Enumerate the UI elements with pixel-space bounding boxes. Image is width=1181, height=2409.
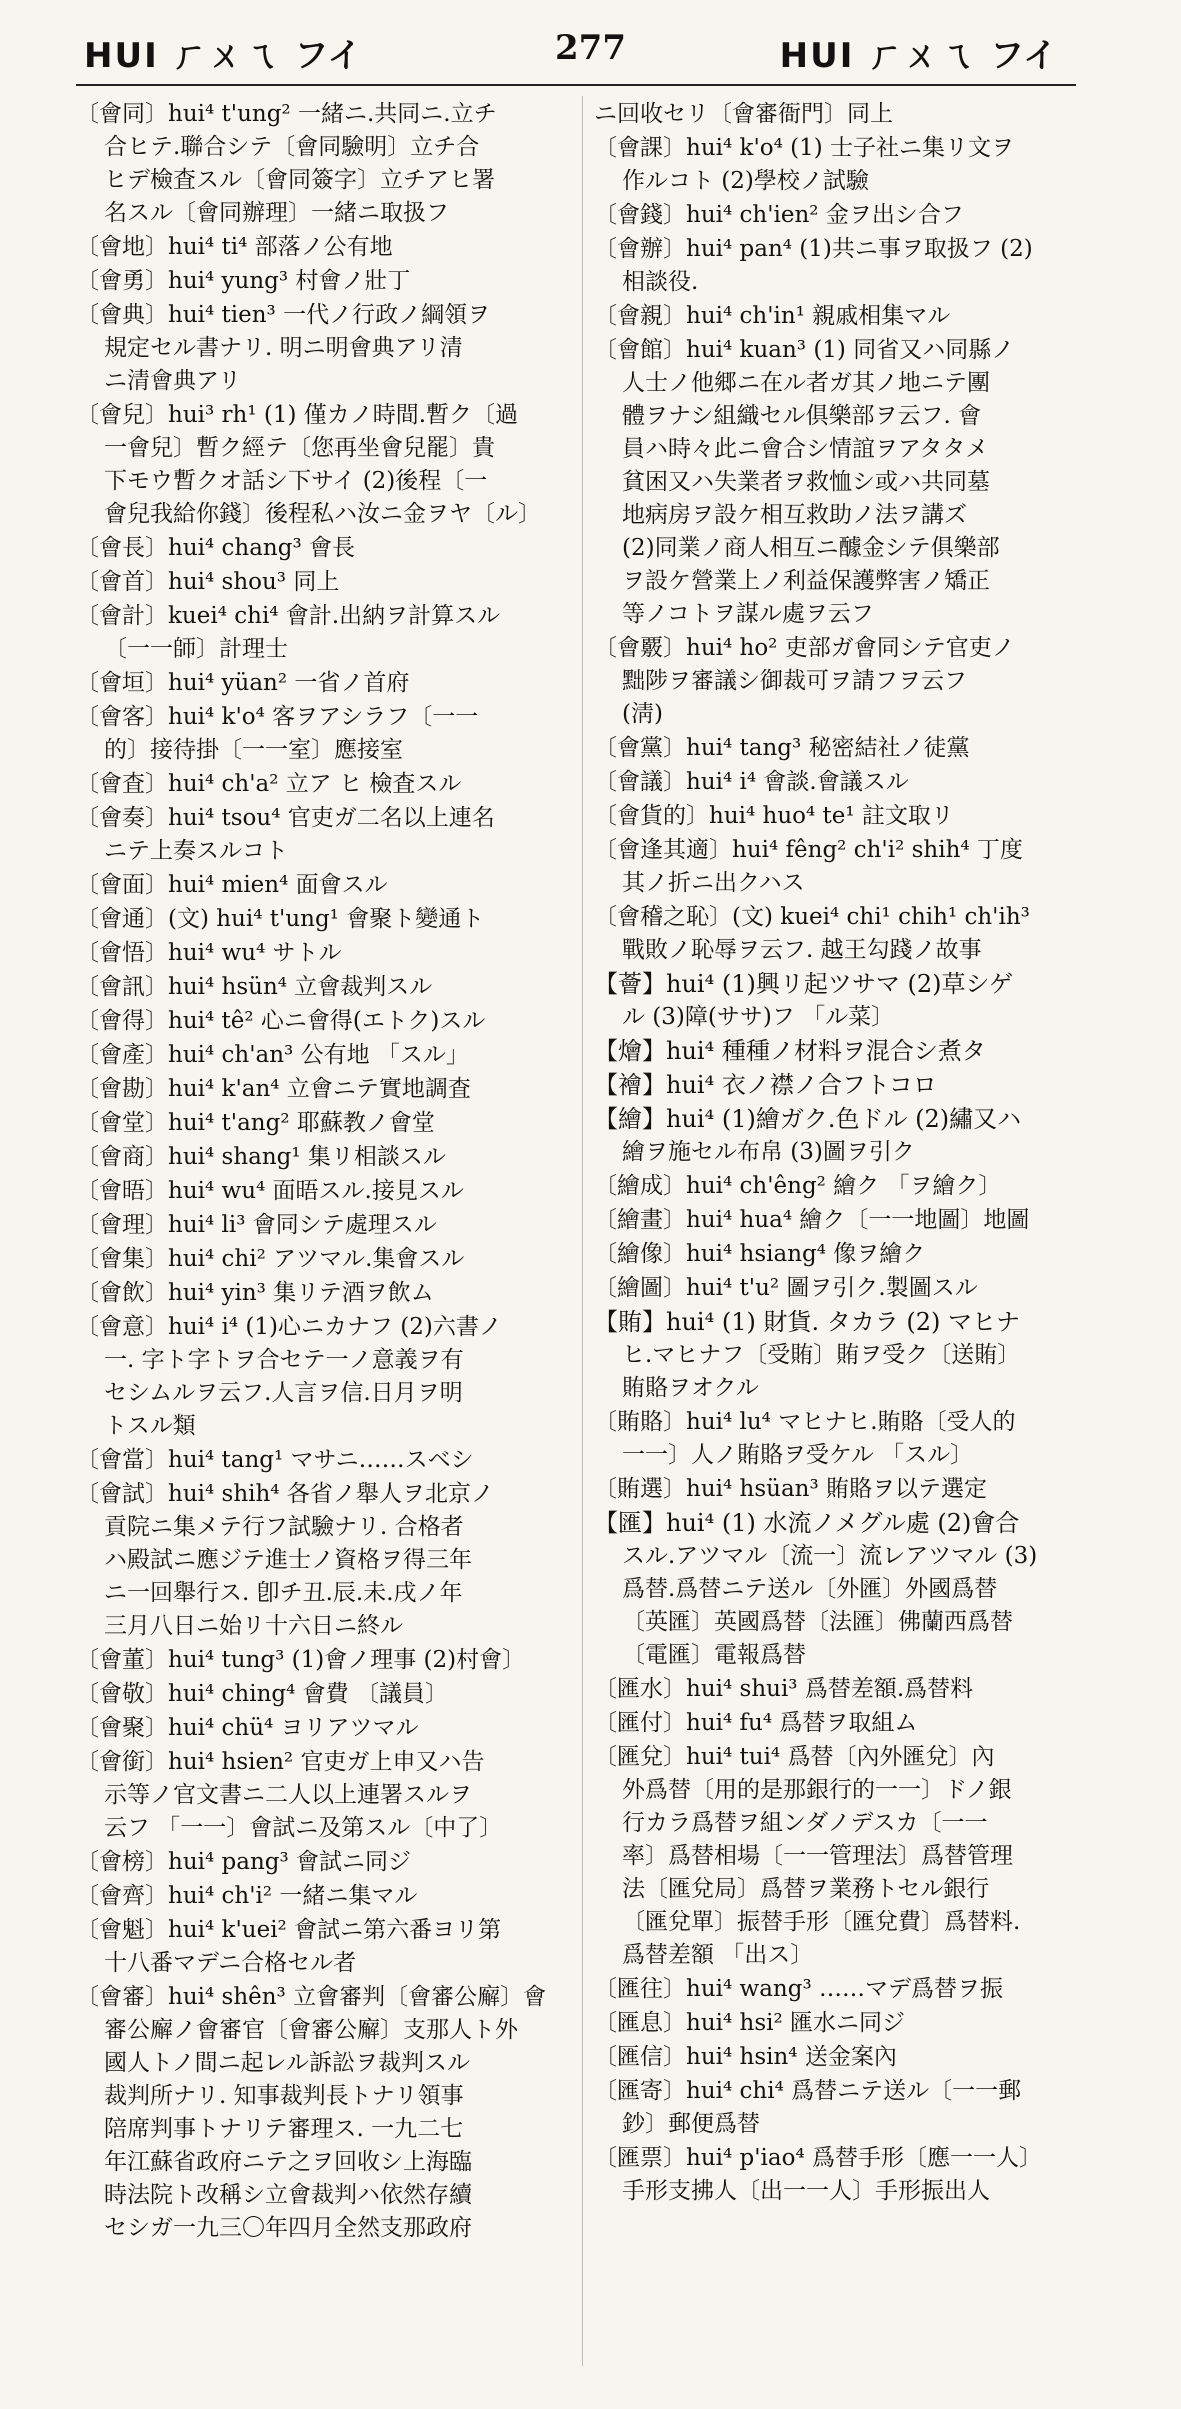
entry-headword-line: 〔會勘〕hui⁴ k'an⁴ 立會ニテ實地調査 xyxy=(76,1076,471,1102)
entry-continuation-line: 繪ヲ施セル布帛 (3)圖ヲ引ク xyxy=(622,1139,915,1165)
dictionary-entry xyxy=(594,632,1094,731)
entry-continuation-line: ニ清會典アリ xyxy=(104,368,242,394)
dictionary-entry xyxy=(76,667,576,700)
entry-continuation-line: ヒデ檢査スル〔會同簽字〕立チアヒ署 xyxy=(104,167,495,193)
entry-continuation-line: 合ヒテ.聯合シテ〔會同驗明〕立チ合 xyxy=(104,134,480,160)
dictionary-entry xyxy=(594,834,1094,900)
dictionary-entry xyxy=(76,1678,576,1711)
entry-headword-line: 〔會理〕hui⁴ li³ 會同シテ處理スル xyxy=(76,1212,437,1238)
dictionary-entry xyxy=(76,1243,576,1276)
dictionary-entry xyxy=(594,1103,1094,1169)
entry-headword-line: 〔繪圖〕hui⁴ t'u² 圖ヲ引ク.製圖スル xyxy=(594,1275,978,1301)
entry-continuation-line: 裁判所ナリ. 知事裁判長トナリ領事 xyxy=(104,2083,464,2109)
entry-headword-line: 〔會敬〕hui⁴ ching⁴ 會費 〔議員〕 xyxy=(76,1681,448,1707)
entry-headword-line: 〔會貨的〕hui⁴ huo⁴ te¹ 註文取リ xyxy=(594,803,954,829)
dictionary-entry xyxy=(594,1204,1094,1237)
entry-headword-line: 〔會意〕hui⁴ i⁴ (1)心ニカナフ (2)六書ノ xyxy=(76,1314,502,1340)
entry-continuation-line: 〔一一師〕計理士 xyxy=(104,636,288,662)
dictionary-entry xyxy=(76,802,576,868)
dictionary-entry xyxy=(594,1673,1094,1706)
entry-continuation-line: 爲替.爲替ニテ送ル〔外匯〕外國爲替 xyxy=(622,1576,998,1602)
dictionary-entry xyxy=(76,937,576,970)
dictionary-entry xyxy=(594,766,1094,799)
entry-continuation-line: 三月八日ニ始リ十六日ニ終ル xyxy=(104,1613,403,1639)
dictionary-entry xyxy=(594,968,1094,1034)
dictionary-entry xyxy=(594,1272,1094,1305)
entry-continuation-line: 一一〕人ノ賄賂ヲ受ケル 「スル〕 xyxy=(622,1442,974,1468)
dictionary-entry xyxy=(76,1981,576,2245)
entry-continuation-line: 審公廨ノ會審官〔會審公廨〕支那人ト外 xyxy=(104,2017,518,2043)
entry-continuation-line: 名スル〔會同辦理〕一緒ニ取扱フ xyxy=(104,200,449,226)
entry-headword-line: 〔會議〕hui⁴ i⁴ 會談.會議スル xyxy=(594,769,909,795)
entry-headword-line: 〔會長〕hui⁴ chang³ 會長 xyxy=(76,535,355,561)
entry-headword-line: 〔會銜〕hui⁴ hsien² 官吏ガ上申又ハ告 xyxy=(76,1749,485,1775)
dictionary-entry xyxy=(76,1175,576,1208)
entry-headword-line: 〔匯水〕hui⁴ shui³ 爲替差額.爲替料 xyxy=(594,1676,974,1702)
entry-continuation-line: 手形支拂人〔出一一人〕手形振出人 xyxy=(622,2178,990,2204)
entry-headword-line: 〔會首〕hui⁴ shou³ 同上 xyxy=(76,569,340,595)
entry-headword-line: 〔賄賂〕hui⁴ lu⁴ マヒナヒ.賄賂〔受人的 xyxy=(594,1409,1016,1435)
entry-headword-line: 〔會客〕hui⁴ k'o⁴ 客ヲアシラフ〔一一 xyxy=(76,704,479,730)
entry-headword-line: 〔會錢〕hui⁴ ch'ien² 金ヲ出シ合フ xyxy=(594,202,964,228)
dictionary-entry xyxy=(594,1170,1094,1203)
dictionary-entry xyxy=(76,231,576,264)
dictionary-entry xyxy=(76,768,576,801)
dictionary-entry xyxy=(76,1712,576,1745)
entry-headword-line: 〔匯付〕hui⁴ fu⁴ 爲替ヲ取組ム xyxy=(594,1710,918,1736)
entry-continuation-line: 賄賂ヲオクル xyxy=(622,1375,759,1401)
entry-headword-line: 〔會計〕kuei⁴ chi⁴ 會計.出納ヲ計算スル xyxy=(76,603,501,629)
dictionary-entry xyxy=(594,1707,1094,1740)
dictionary-entry xyxy=(76,399,576,531)
dictionary-entry xyxy=(594,199,1094,232)
entry-headword-line: 【賄】hui⁴ (1) 財貨. タカラ (2) マヒナ xyxy=(594,1308,1020,1336)
entry-continuation-line: ヒ.マヒナフ〔受賄〕賄ヲ受ク〔送賄〕 xyxy=(622,1342,1021,1368)
entry-headword-line: 【薈】hui⁴ (1)興リ起ツサマ (2)草シゲ xyxy=(594,970,1013,998)
entry-continuation-line: 率〕爲替相場〔一一管理法〕爲替管理 xyxy=(622,1843,1013,1869)
dictionary-entry xyxy=(76,1039,576,1072)
entry-headword-line: 〔匯兌〕hui⁴ tui⁴ 爲替〔內外匯兌〕內 xyxy=(594,1744,995,1770)
dictionary-entry xyxy=(594,2041,1094,2074)
entry-continuation-line: 人士ノ他郷ニ在ル者ガ其ノ地ニテ團 xyxy=(622,370,990,396)
entry-continuation-line: 外爲替〔用的是那銀行的一一〕ドノ銀 xyxy=(622,1777,1012,1803)
entry-headword-line: 〔匯信〕hui⁴ hsin⁴ 送金案內 xyxy=(594,2044,897,2070)
entry-headword-line: 〔會通〕(文) hui⁴ t'ung¹ 會聚ト變通ト xyxy=(76,906,485,932)
dictionary-entry xyxy=(594,2075,1094,2141)
entry-headword-line: 〔會勇〕hui⁴ yung³ 村會ノ壯丁 xyxy=(76,268,411,294)
entry-headword-line: 〔匯寄〕hui⁴ chi⁴ 爲替ニテ送ル〔一一郵 xyxy=(594,2078,1022,2104)
dictionary-entry xyxy=(594,1473,1094,1506)
entry-continuation-line: 國人トノ間ニ起レル訴訟ヲ裁判スル xyxy=(104,2050,471,2076)
entry-headword-line: 【匯】hui⁴ (1) 水流ノメグル處 (2)會合 xyxy=(594,1509,1020,1537)
dictionary-entry xyxy=(594,901,1094,967)
right-column xyxy=(594,98,1094,2209)
dictionary-entry xyxy=(594,1306,1094,1405)
entry-continuation-line: 下モウ暫クオ話シ下サイ (2)後程〔一 xyxy=(104,468,488,494)
entry-headword-line: 〔會典〕hui⁴ tien³ 一代ノ行政ノ綱領ヲ xyxy=(76,302,491,328)
entry-continuation-line: (2)同業ノ商人相互ニ醵金シテ俱樂部 xyxy=(622,535,1000,561)
dictionary-entry xyxy=(594,132,1094,198)
dictionary-entry xyxy=(594,98,1094,131)
dictionary-entry xyxy=(76,1444,576,1477)
entry-continuation-line: 黜陟ヲ審議シ御裁可ヲ請フヲ云フ xyxy=(622,668,967,694)
dictionary-entry xyxy=(76,98,576,230)
entry-headword-line: 【繪】hui⁴ (1)繪ガク.色ドル (2)繡又ハ xyxy=(594,1105,1022,1133)
dictionary-entry xyxy=(76,1141,576,1174)
entry-continuation-line: 爲替差額 「出ス〕 xyxy=(622,1942,814,1968)
dictionary-entry xyxy=(76,1311,576,1443)
dictionary-entry xyxy=(594,1238,1094,1271)
entry-headword-line: 〔會訊〕hui⁴ hsün⁴ 立會裁判スル xyxy=(76,974,433,1000)
entry-headword-line: 〔會聚〕hui⁴ chü⁴ ヨリアツマル xyxy=(76,1715,419,1741)
entry-continuation-line: 〔電匯〕電報爲替 xyxy=(622,1642,806,1668)
dictionary-entry xyxy=(594,334,1094,631)
entry-headword-line: 〔會面〕hui⁴ mien⁴ 面會スル xyxy=(76,872,388,898)
entry-continuation-line: 地病房ヲ設ケ相互救助ノ法ヲ講ズ xyxy=(622,502,967,528)
entry-headword-line: 〔會辦〕hui⁴ pan⁴ (1)共ニ事ヲ取扱フ (2) xyxy=(594,236,1033,262)
entry-headword-line: 〔會榜〕hui⁴ pang³ 會試ニ同ジ xyxy=(76,1849,412,1875)
entry-continuation-line: 法〔匯兌局〕爲替ヲ業務トセル銀行 xyxy=(622,1876,990,1902)
dictionary-entry xyxy=(594,300,1094,333)
dictionary-entry xyxy=(76,1846,576,1879)
entry-continuation-line: 會兒我給你錢〕後程私ハ汝ニ金ヲヤ〔ル〕 xyxy=(104,501,541,527)
entry-continuation-line: ニテ上奏スルコト xyxy=(104,838,288,864)
entry-headword-line: 【燴】hui⁴ 種種ノ材料ヲ混合シ煮タ xyxy=(594,1037,986,1065)
dictionary-entry xyxy=(76,701,576,767)
entry-continuation-line: 貢院ニ集メテ行フ試驗ナリ. 合格者 xyxy=(104,1514,464,1540)
entry-continuation-line: 戰敗ノ恥辱ヲ云フ. 越王勾踐ノ故事 xyxy=(622,937,982,963)
entry-continuation-line: ヲ設ケ營業上ノ利益保護弊害ノ矯正 xyxy=(622,568,990,594)
dictionary-entry xyxy=(594,233,1094,299)
dictionary-entry xyxy=(76,265,576,298)
dictionary-entry xyxy=(76,1005,576,1038)
left-column xyxy=(76,98,576,2246)
entry-continuation-line: 其ノ折ニ出クハス xyxy=(622,870,805,896)
dictionary-entry xyxy=(76,1073,576,1106)
dictionary-entry xyxy=(76,903,576,936)
entry-headword-line: 〔會課〕hui⁴ k'o⁴ (1) 士子社ニ集リ文ヲ xyxy=(594,135,1015,161)
entry-headword-line: 〔會館〕hui⁴ kuan³ (1) 同省又ハ同縣ノ xyxy=(594,337,1015,363)
entry-headword-line: 〔會審〕hui⁴ shên³ 立會審判〔會審公廨〕會 xyxy=(76,1984,547,2010)
entry-headword-line: 〔會飲〕hui⁴ yin³ 集リテ酒ヲ飲ム xyxy=(76,1280,434,1306)
entry-continuation-line: 的〕接待掛〔一一室〕應接室 xyxy=(104,737,403,763)
entry-continuation-line: 規定セル書ナリ. 明ニ明會典アリ清 xyxy=(104,335,463,361)
running-header-left: HUI ㄏㄨㄟ フイ xyxy=(84,36,364,76)
entry-headword-line: 〔匯票〕hui⁴ p'iao⁴ 爲替手形〔應一一人〕 xyxy=(594,2145,1043,2171)
entry-headword-line: 〔匯往〕hui⁴ wang³ ……マデ爲替ヲ振 xyxy=(594,1976,1003,2002)
entry-continuation-line: 十八番マデニ合格セル者 xyxy=(104,1950,357,1976)
entry-headword-line: 〔會同〕hui⁴ t'ung² 一緒ニ.共同ニ.立チ xyxy=(76,101,497,127)
entry-continuation-line: 行カラ爲替ヲ組ンダノデスカ〔一一 xyxy=(622,1810,988,1836)
entry-headword-line: 〔會齊〕hui⁴ ch'i² 一緒ニ集マル xyxy=(76,1883,418,1909)
entry-headword-line: 〔賄選〕hui⁴ hsüan³ 賄賂ヲ以テ選定 xyxy=(594,1476,987,1502)
entry-headword-line: 【襘】hui⁴ 衣ノ襟ノ合フトコロ xyxy=(594,1071,937,1099)
entry-headword-line: 〔會當〕hui⁴ tang¹ マサニ……スベシ xyxy=(76,1447,474,1473)
entry-continuation-line: スル.アツマル〔流一〕流レアツマル (3) xyxy=(622,1543,1038,1569)
dictionary-entry xyxy=(594,1406,1094,1472)
entry-headword-line: 〔會親〕hui⁴ ch'in¹ 親戚相集マル xyxy=(594,303,951,329)
dictionary-entry xyxy=(76,299,576,398)
entry-headword-line: 〔會垣〕hui⁴ yüan² 一省ノ首府 xyxy=(76,670,410,696)
running-header-right: HUI ㄏㄨㄟ フイ xyxy=(779,36,1059,76)
entry-continuation-line: 貧困又ハ失業者ヲ救恤シ或ハ共同墓 xyxy=(622,469,990,495)
entry-headword-line: 〔會堂〕hui⁴ t'ang² 耶蘇教ノ會堂 xyxy=(76,1110,435,1136)
dictionary-entry xyxy=(594,1035,1094,1068)
entry-headword-line: ニ回收セリ〔會審衙門〕同上 xyxy=(594,101,893,127)
entry-continuation-line: 等ノコトヲ謀ル處ヲ云フ xyxy=(622,601,874,627)
dictionary-entry xyxy=(76,1746,576,1845)
entry-headword-line: 〔會商〕hui⁴ shang¹ 集リ相談スル xyxy=(76,1144,446,1170)
entry-headword-line: 〔會覈〕hui⁴ ho² 吏部ガ會同シテ官吏ノ xyxy=(594,635,1015,661)
dictionary-entry xyxy=(76,1478,576,1643)
entry-headword-line: 〔會兒〕hui³ rh¹ (1) 僅カノ時間.暫ク〔過 xyxy=(76,402,519,428)
entry-continuation-line: 作ルコト (2)學校ノ試驗 xyxy=(622,168,869,194)
dictionary-entry xyxy=(76,566,576,599)
entry-continuation-line: 一會兒〕暫ク經テ〔您再坐會兒罷〕貴 xyxy=(104,435,495,461)
entry-continuation-line: セシガ一九三〇年四月全然支那政府 xyxy=(104,2215,472,2241)
dictionary-entry xyxy=(594,1973,1094,2006)
entry-headword-line: 〔繪畫〕hui⁴ hua⁴ 繪ク〔一一地圖〕地圖 xyxy=(594,1207,1030,1233)
entry-continuation-line: ハ殿試ニ應ジテ進士ノ資格ヲ得三年 xyxy=(104,1547,472,1573)
dictionary-entry xyxy=(594,1507,1094,1672)
entry-headword-line: 〔會査〕hui⁴ ch'a² 立ア ヒ 檢査スル xyxy=(76,771,462,797)
entry-continuation-line: 示等ノ官文書ニ二人以上連署スルヲ xyxy=(104,1782,472,1808)
dictionary-entry xyxy=(76,1880,576,1913)
entry-continuation-line: 體ヲナシ組織セル俱樂部ヲ云フ. 會 xyxy=(622,403,982,429)
entry-continuation-line: 一. 字ト字トヲ合セテ一ノ意義ヲ有 xyxy=(104,1347,464,1373)
entry-continuation-line: 相談役. xyxy=(622,269,699,295)
entry-continuation-line: 〔英匯〕英國爲替〔法匯〕佛蘭西爲替 xyxy=(622,1609,1013,1635)
entry-continuation-line: 年江蘇省政府ニテ之ヲ回收シ上海臨 xyxy=(104,2149,472,2175)
page-number: 277 xyxy=(555,28,626,68)
entry-headword-line: 〔會董〕hui⁴ tung³ (1)會ノ理事 (2)村會〕 xyxy=(76,1647,526,1673)
entry-continuation-line: 鈔〕郵便爲替 xyxy=(622,2111,760,2137)
entry-continuation-line: トスル類 xyxy=(104,1413,196,1439)
column-divider xyxy=(582,96,583,2366)
entry-headword-line: 〔會悟〕hui⁴ wu⁴ サトル xyxy=(76,940,342,966)
dictionary-entry xyxy=(76,869,576,902)
entry-continuation-line: 云フ 「一一〕會試ニ及第スル〔中了〕 xyxy=(104,1815,503,1841)
dictionary-entry xyxy=(76,1107,576,1140)
dictionary-entry xyxy=(76,532,576,565)
dictionary-entry xyxy=(76,1914,576,1980)
entry-headword-line: 〔繪成〕hui⁴ ch'êng² 繪ク 「ヲ繪ク〕 xyxy=(594,1173,1002,1199)
entry-continuation-line: ニ一回舉行ス. 卽チ丑.辰.未.戌ノ年 xyxy=(104,1580,463,1606)
header-rule xyxy=(76,84,1076,86)
dictionary-entry xyxy=(76,1644,576,1677)
dictionary-entry xyxy=(594,800,1094,833)
entry-headword-line: 〔會晤〕hui⁴ wu⁴ 面晤スル.接見スル xyxy=(76,1178,464,1204)
dictionary-entry xyxy=(594,2142,1094,2208)
dictionary-entry xyxy=(76,1209,576,1242)
entry-continuation-line: 陪席判事トナリテ審理ス. 一九二七 xyxy=(104,2116,464,2142)
entry-headword-line: 〔會稽之恥〕(文) kuei⁴ chi¹ chih¹ ch'ih³ xyxy=(594,904,1030,930)
entry-continuation-line: (淸) xyxy=(622,701,663,727)
dictionary-entry xyxy=(594,1741,1094,1972)
dictionary-entry xyxy=(76,1277,576,1310)
entry-headword-line: 〔會奏〕hui⁴ tsou⁴ 官吏ガ二名以上連名 xyxy=(76,805,495,831)
entry-headword-line: 〔會產〕hui⁴ ch'an³ 公有地 「スル」 xyxy=(76,1042,469,1068)
entry-headword-line: 〔匯息〕hui⁴ hsi² 匯水ニ同ジ xyxy=(594,2010,906,2036)
dictionary-entry xyxy=(76,971,576,1004)
dictionary-entry xyxy=(594,2007,1094,2040)
dictionary-entry xyxy=(594,732,1094,765)
dictionary-entry xyxy=(594,1069,1094,1102)
entry-continuation-line: 時法院ト改稱シ立會裁判ハ依然存續 xyxy=(104,2182,472,2208)
entry-continuation-line: ル (3)障(ササ)フ 「ル菜〕 xyxy=(622,1004,895,1030)
entry-continuation-line: 〔匯兌單〕振替手形〔匯兌費〕爲替料. xyxy=(622,1909,1021,1935)
entry-headword-line: 〔會地〕hui⁴ ti⁴ 部落ノ公有地 xyxy=(76,234,393,260)
dictionary-entry xyxy=(76,600,576,666)
entry-headword-line: 〔會得〕hui⁴ tê² 心ニ會得(エトク)スル xyxy=(76,1008,486,1034)
entry-headword-line: 〔會逢其適〕hui⁴ fêng² ch'i² shih⁴ 丁度 xyxy=(594,837,1023,863)
entry-headword-line: 〔繪像〕hui⁴ hsiang⁴ 像ヲ繪ク xyxy=(594,1241,926,1267)
entry-headword-line: 〔會集〕hui⁴ chi² アツマル.集會スル xyxy=(76,1246,465,1272)
entry-headword-line: 〔會試〕hui⁴ shih⁴ 各省ノ舉人ヲ北京ノ xyxy=(76,1481,494,1507)
entry-headword-line: 〔會魁〕hui⁴ k'uei² 會試ニ第六番ヨリ第 xyxy=(76,1917,502,1943)
entry-continuation-line: セシムルヲ云フ.人言ヲ信.日月ヲ明 xyxy=(104,1380,463,1406)
entry-headword-line: 〔會黨〕hui⁴ tang³ 秘密結社ノ徒黨 xyxy=(594,735,970,761)
entry-continuation-line: 員ハ時々此ニ會合シ情誼ヲアタタメ xyxy=(622,436,989,462)
